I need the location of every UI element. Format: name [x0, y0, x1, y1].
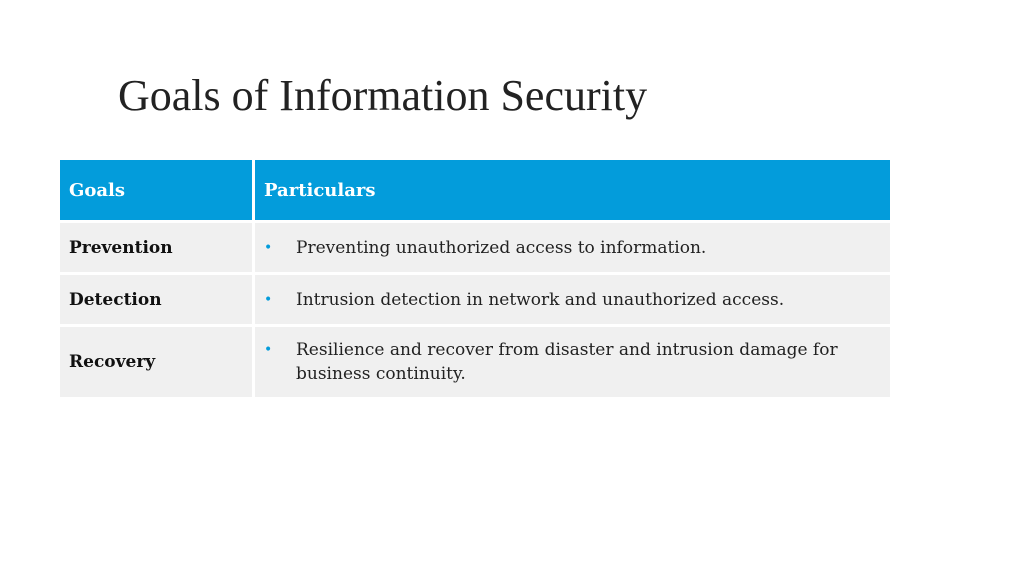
table-row [60, 275, 890, 324]
goal-cell: Recovery [60, 327, 252, 397]
particular-cell [255, 223, 890, 272]
particular-text: Preventing unauthorized access to information. [296, 237, 707, 258]
table-body [60, 223, 890, 397]
bullet-item [255, 288, 890, 312]
particular-cell [255, 275, 890, 324]
goal-cell: Detection [60, 275, 252, 324]
bullet-item [255, 236, 890, 260]
bullet-icon: • [264, 291, 273, 308]
slide-title: Goals of Information Security [118, 71, 648, 120]
goal-cell: Prevention [60, 223, 252, 272]
header-particulars: Particulars [255, 160, 890, 220]
goals-table [57, 157, 893, 400]
goals-table-container [60, 160, 896, 397]
particular-cell [255, 327, 890, 397]
table-header [60, 160, 890, 220]
bullet-item [255, 338, 890, 386]
table-row [60, 223, 890, 272]
bullet-icon: • [264, 342, 273, 358]
header-goals: Goals [60, 160, 252, 220]
table-row [60, 327, 890, 397]
particular-text: Intrusion detection in network and unauthorized access. [296, 289, 785, 310]
bullet-icon: • [264, 239, 273, 256]
particular-text: Resilience and recover from disaster and intrusion damage for business continuity. [296, 340, 838, 384]
header-row [60, 160, 890, 220]
